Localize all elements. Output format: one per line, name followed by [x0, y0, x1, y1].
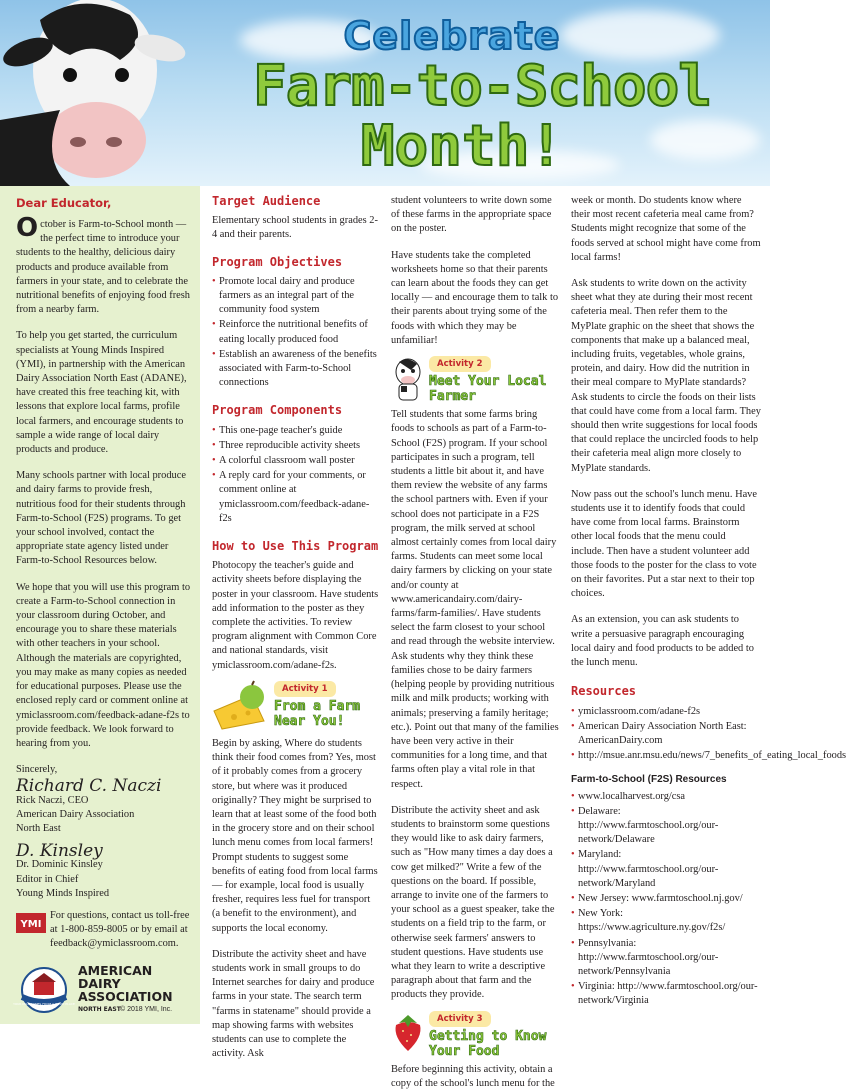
section-heading: Program Components — [212, 403, 343, 418]
activity-paragraph: Distribute the activity sheet and ask students to brainstorm some questions they would like to ask dairy farmers, such as "How many times a day does a cow get milked?" Write a few of the questions on the board. If possible, arrange to invite one of the farmers to your school as a guest speaker, take the students on a field trip to the farm, or otherwise seek farmers' answers to student questions. Have students use what they learn to write a descriptive paragraph about that farm and the products they provide. — [391, 804, 555, 1001]
activity-title: From a Farm Near You! — [274, 699, 361, 730]
ada-north-east: NORTH EAST — [78, 1005, 121, 1013]
list-item: • A reply card for your comments, or comment online at ymiclassroom.com/feedback-adane-f2s — [212, 469, 380, 526]
resource-link[interactable]: • New Jersey: www.farmtoschool.nj.gov/ — [571, 892, 761, 906]
dropcap: O — [16, 213, 39, 243]
activity-tag: Activity 2 — [429, 356, 491, 372]
ymi-logo — [16, 913, 46, 933]
signer-line: Dr. Dominic Kinsley — [16, 859, 103, 871]
copyright: © 2018 YMI, Inc. — [120, 1006, 173, 1013]
letter-panel — [0, 186, 200, 1024]
letter-paragraph: Many schools partner with local produce and dairy farms to provide fresh, nutritious food for their students through Farm-to-School (F2S) programs. To get your school involved, contact the appropriate state agency listed under Farm-to-School Resources below. — [16, 470, 186, 567]
resource-link[interactable]: • www.localharvest.org/csa — [571, 790, 761, 804]
svg-text:YOUR MILK COMES FROM A GOOD PL: YOUR MILK COMES FROM A GOOD PLACE — [13, 1001, 75, 1006]
resource-link[interactable]: • http://msue.anr.msu.edu/news/7_benefits_of_eating_local_foods — [571, 749, 761, 763]
activity-3-header — [391, 1011, 561, 1059]
paragraph: Now pass out the school's lunch menu. Have students use it to identify foods that could have come from local farms. Brainstorm other local foods that the menu could include. Then have a student volunteer add those foods to the poster for the class to vote on their favorites. Put a star next to their top choices. — [571, 488, 757, 600]
signer-line: Young Minds Inspired — [16, 887, 110, 899]
components-list — [212, 424, 380, 526]
milk-barn-icon — [13, 967, 75, 1013]
contact-text: For questions, contact us toll-free at 1-800-859-8005 or by email at feedback@ymiclassroom.com. — [50, 909, 190, 950]
cow-illustration — [0, 0, 200, 186]
activity-tag: Activity 1 — [274, 681, 336, 697]
column-3 — [391, 194, 561, 1091]
greeting: Dear Educator, — [16, 196, 112, 210]
paragraph: As an extension, you can ask students to write a persuasive paragraph encouraging local dairy and food products to be added to the lunch menu. — [571, 614, 754, 669]
activity-title: Meet Your Local Farmer — [429, 374, 547, 405]
activity-paragraph: Tell students that some farms bring foods to schools as part of a Farm-to-School (F2S) program. If your school participates in such a program, tell students a little bit about it, and have them review the website of any farms the school partners with. Even if your school does not participate in a F2S program, the milk served at school almost certainly comes from local dairy farms. Students can meet some local dairy farmers by clicking on your state and/or county at www.americandairy.com/dairy-farms/farm-families/. Have students select the farm closest to your school and read through the website interview. Ask students why they think these families chose to be dairy farmers (helping people by providing nutritious milk and milk products; working with animals; preserving a family heritage; etc.). Point out that many of the families have been very active in their communities for a long time, and that farms often play a vital role in that respect. — [391, 409, 559, 790]
closing: Sincerely, — [16, 764, 58, 776]
section-heading: Program Objectives — [212, 254, 343, 269]
list-item: • Reinforce the nutritional benefits of eating locally produced food — [212, 318, 380, 346]
letter-paragraph: We hope that you will use this program to create a Farm-to-School connection in your classroom during October, and encourage you to share these materials with other teachers in your school. Although the materials are copyrighted, you may make as many copies as needed for educational purposes. Please use the enclosed reply card or comment online at ymiclassroom.com/feedback-adane-f2s to provide feedback. We look forward to hearing from you. — [16, 581, 191, 749]
signature-2: D. Kinsley — [16, 841, 103, 862]
signer-line: Editor in Chief — [16, 873, 79, 885]
f2s-resources-heading: Farm-to-School (F2S) Resources — [571, 774, 727, 786]
paragraph: student volunteers to write down some of these farms in the appropriate space on the poster. — [391, 195, 552, 235]
list-item: • Establish an awareness of the benefits associated with Farm-to-School connections — [212, 348, 380, 391]
signature-1: Richard C. Naczi — [16, 776, 162, 797]
section-heading: Target Audience — [212, 194, 321, 208]
ada-name-line2: ASSOCIATION — [78, 988, 173, 1004]
list-item: • Three reproducible activity sheets — [212, 439, 380, 453]
ada-name-line1: AMERICAN DAIRY — [78, 962, 153, 991]
section-heading: How to Use This Program — [212, 539, 379, 554]
svg-text:YMI: YMI — [20, 918, 42, 930]
cow-figure-icon — [391, 356, 425, 404]
resource-link[interactable]: • ymiclassroom.com/adane-f2s — [571, 705, 761, 719]
header-banner — [0, 0, 770, 186]
resource-link[interactable]: • Delaware: http://www.farmtoschool.org/our-network/Delaware — [571, 805, 761, 848]
title-farm-to-school: Farm-to-School — [252, 54, 711, 119]
resources-list — [571, 705, 846, 764]
activity-tag: Activity 3 — [429, 1011, 491, 1027]
howto-text: Photocopy the teacher's guide and activity sheets before displaying the poster in your classroom. Have students add information to the poster as they complete the activities. To review program alignment with Common Core and national standards, visit ymiclassroom.com/adane-f2s. — [212, 560, 379, 671]
paragraph: week or month. Do students know where their most recent cafeteria meal came from? Students might recognize that some of the foods served at school might have come from local farms! — [571, 195, 761, 263]
activity-paragraph: Before beginning this activity, obtain a copy of the school's lunch menu for the — [391, 1063, 555, 1089]
activity-title: Getting to Know Your Food — [429, 1028, 547, 1059]
letter-paragraph: October is Farm-to-School month — the perfect time to introduce your students to the healthy, delicious dairy products and produce available from farmers in your state, and to celebrate the nutritional benefits of enjoying food fresh from a nearby farm. — [16, 213, 191, 316]
resource-link[interactable]: • Virginia: http://www.farmtoschool.org/our-network/Virginia — [571, 980, 761, 1008]
list-item: • A colorful classroom wall poster — [212, 454, 380, 468]
contact-row — [16, 909, 192, 952]
f2s-resources-list — [571, 790, 761, 1009]
signature-block-1 — [16, 776, 192, 836]
column-4 — [571, 194, 846, 1010]
signer-line: American Dairy Association — [16, 808, 135, 820]
activity-paragraph: Distribute the activity sheet and have students work in small groups to do Internet searches for dairy and produce farms in your state. The search term "farms in statename" should provide a map showing farms with websites students can use to complete the activity. Ask — [212, 948, 375, 1060]
signature-block-2 — [16, 841, 192, 901]
paragraph: Ask students to write down on the activity sheet what they ate during their most recent cafeteria meal. Then refer them to the MyPlate graphic on the sheet that shows the components that make up a balanced meal, including fruits, vegetables, whole grains, protein, and dairy. How did the nutrition in their meal compare to MyPlate standards? Ask students to circle the foods on their lists that could have come from a local farm. They should then write suggestions for local foods that could replace the uncircled foods to help their cafeteria meal align more closely to MyPlate standards. — [571, 278, 761, 474]
strawberry-icon — [391, 1011, 425, 1053]
signer-line: Rick Naczi, CEO — [16, 794, 89, 806]
paragraph: Have students take the completed worksheets home so that their parents can learn about the foods they can get locally — and encourage them to talk to their parents about trying some of the foods with which they may be unfamiliar! — [391, 249, 559, 346]
resource-link[interactable]: • New York: https://www.agriculture.ny.gov/f2s/ — [571, 907, 761, 935]
letter-paragraph: To help you get started, the curriculum specialists at Young Minds Inspired (YMI), in partnership with the American Dairy Association North East (ADANE), have created this free teaching kit, with lessons that explore local farms, profile local farmers, and encourage students to sample a wide range of local dairy products and produce. — [16, 330, 187, 456]
column-2 — [212, 194, 380, 1061]
cheese-apple-icon — [212, 681, 270, 733]
resource-link[interactable]: • American Dairy Association North East: AmericanDairy.com — [571, 720, 761, 748]
activity-1-header — [212, 681, 380, 733]
section-heading: Resources — [571, 684, 637, 699]
activity-paragraph: Begin by asking, Where do students think their food comes from? Yes, most of it probably comes from a grocery store, but where was it produced originally? They might be surprised to learn that at least some of the food both in the grocery store and on their school lunch menu comes from local farmers! Prompt students to suggest some benefits of eating food from local farms — for example, local food is usually fresher, requires less fuel for transport (a benefit to the environment), and supports the local economy. — [212, 737, 378, 934]
signer-line: North East — [16, 822, 61, 834]
activity-2-header — [391, 356, 561, 404]
target-text: Elementary school students in grades 2-4 and their parents. — [212, 215, 378, 241]
resource-link[interactable]: • Pennsylvania: http://www.farmtoschool.org/our-network/Pennsylvania — [571, 937, 761, 980]
title-celebrate: Celebrate — [343, 14, 561, 58]
objectives-list — [212, 275, 380, 391]
title-month: Month! — [360, 114, 564, 179]
list-item: • Promote local dairy and produce farmers as an integral part of the community food system — [212, 275, 380, 318]
resource-link[interactable]: • Maryland: http://www.farmtoschool.org/our-network/Maryland — [571, 848, 761, 891]
list-item: • This one-page teacher's guide — [212, 424, 380, 438]
